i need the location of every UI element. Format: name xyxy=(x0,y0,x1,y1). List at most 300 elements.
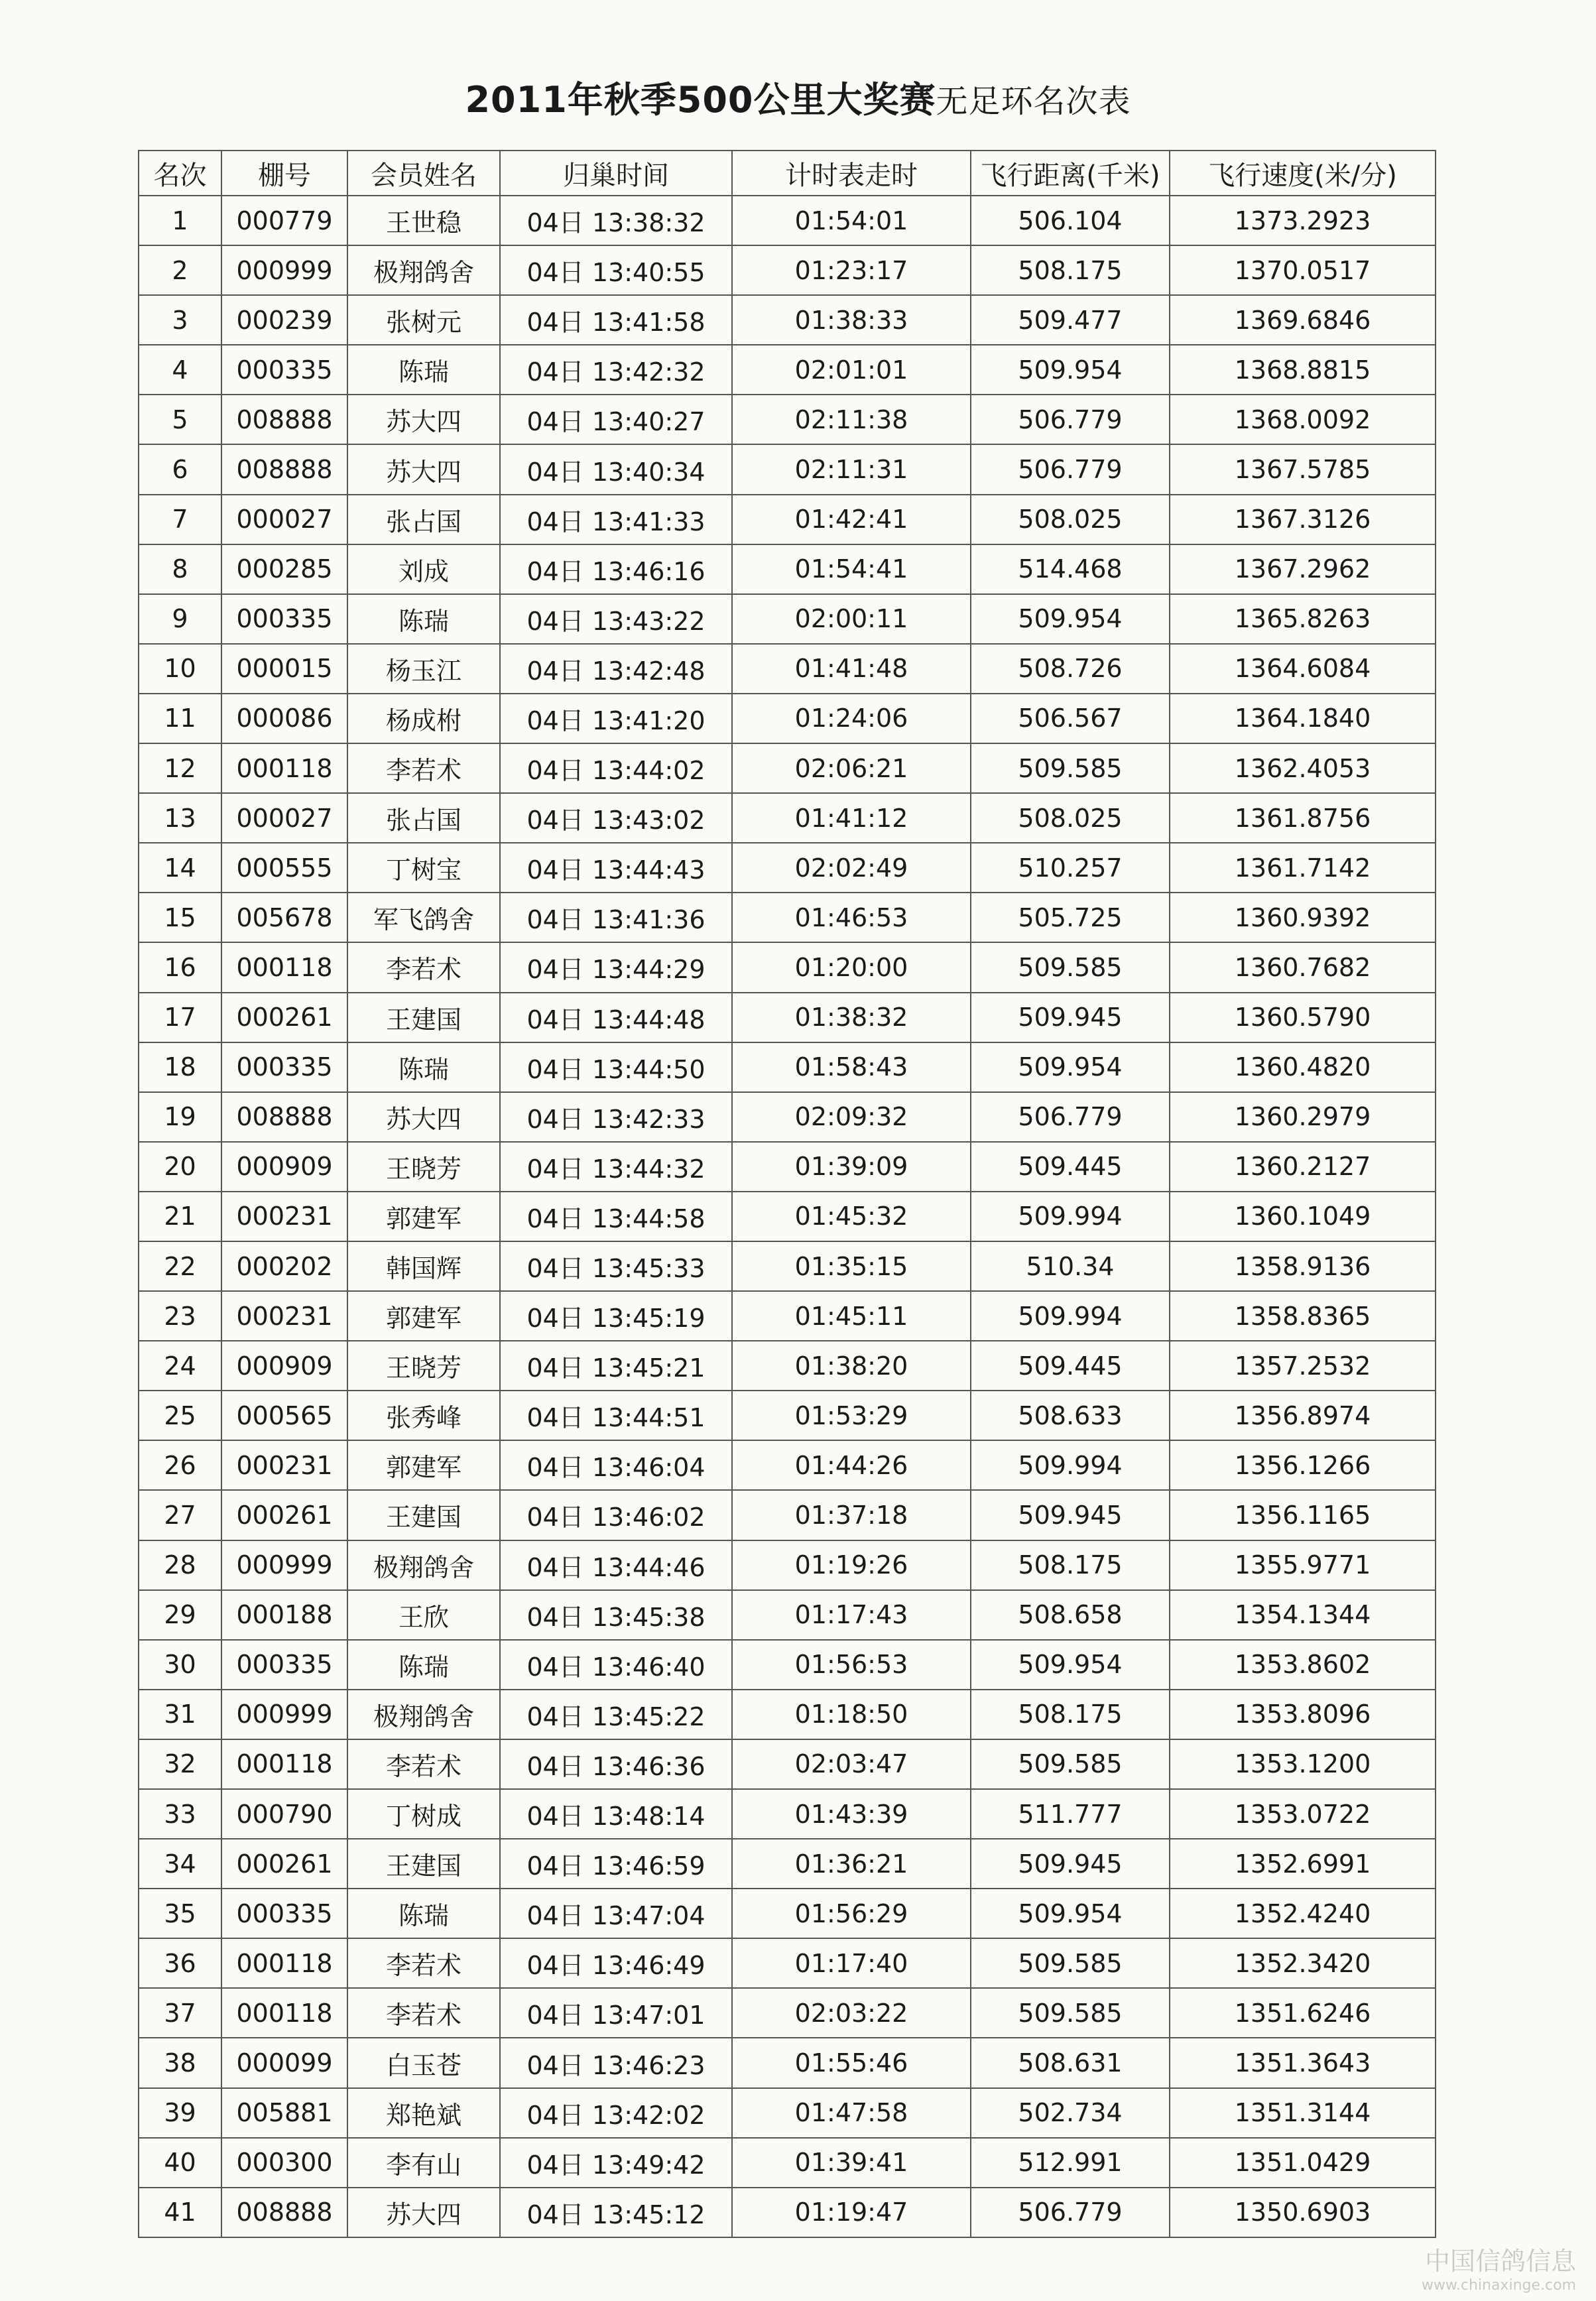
cell-arrival: 04日 13:42:02 xyxy=(500,2088,732,2138)
cell-distance: 509.994 xyxy=(971,1192,1170,1241)
cell-arrival: 04日 13:42:33 xyxy=(500,1092,732,1142)
cell-loft: 000239 xyxy=(221,295,347,345)
cell-member: 陈瑞 xyxy=(347,1042,500,1092)
cell-clock: 01:38:32 xyxy=(732,993,971,1042)
table-row xyxy=(139,395,1436,444)
cell-clock: 02:02:49 xyxy=(732,843,971,893)
cell-loft: 000118 xyxy=(221,1739,347,1789)
cell-member: 苏大四 xyxy=(347,395,500,444)
cell-distance: 509.585 xyxy=(971,942,1170,992)
cell-speed: 1357.2532 xyxy=(1170,1341,1436,1391)
cell-distance: 509.945 xyxy=(971,993,1170,1042)
cell-arrival: 04日 13:41:33 xyxy=(500,495,732,544)
cell-distance: 509.945 xyxy=(971,1490,1170,1540)
page-title xyxy=(0,72,1596,123)
cell-clock: 02:11:31 xyxy=(732,444,971,494)
cell-loft: 000790 xyxy=(221,1789,347,1839)
header-clock: 计时表走时 xyxy=(732,151,971,196)
cell-rank: 18 xyxy=(139,1042,221,1092)
cell-rank: 9 xyxy=(139,594,221,644)
cell-rank: 27 xyxy=(139,1490,221,1540)
cell-clock: 02:09:32 xyxy=(732,1092,971,1142)
cell-clock: 01:24:06 xyxy=(732,694,971,743)
cell-arrival: 04日 13:44:02 xyxy=(500,743,732,793)
cell-member: 丁树成 xyxy=(347,1789,500,1839)
header-member: 会员姓名 xyxy=(347,151,500,196)
cell-arrival: 04日 13:42:48 xyxy=(500,644,732,694)
cell-distance: 509.585 xyxy=(971,1739,1170,1789)
cell-clock: 01:46:53 xyxy=(732,893,971,942)
table-row xyxy=(139,694,1436,743)
cell-loft: 000285 xyxy=(221,544,347,594)
cell-speed: 1350.6903 xyxy=(1170,2188,1436,2237)
table-row xyxy=(139,843,1436,893)
cell-member: 苏大四 xyxy=(347,444,500,494)
cell-clock: 01:55:46 xyxy=(732,2038,971,2087)
cell-member: 丁树宝 xyxy=(347,843,500,893)
title-main: 2011年秋季500公里大奖赛 xyxy=(465,79,936,121)
table-row xyxy=(139,1789,1436,1839)
cell-distance: 508.726 xyxy=(971,644,1170,694)
header-loft: 棚号 xyxy=(221,151,347,196)
cell-distance: 509.954 xyxy=(971,594,1170,644)
watermark xyxy=(1422,2247,1576,2294)
cell-member: 极翔鸽舍 xyxy=(347,1690,500,1739)
cell-distance: 509.954 xyxy=(971,1042,1170,1092)
table-row xyxy=(139,743,1436,793)
cell-clock: 01:37:18 xyxy=(732,1490,971,1540)
table-row xyxy=(139,793,1436,843)
table-row xyxy=(139,1938,1436,1988)
cell-loft: 000335 xyxy=(221,345,347,395)
cell-member: 李若术 xyxy=(347,743,500,793)
cell-member: 极翔鸽舍 xyxy=(347,1540,500,1590)
cell-arrival: 04日 13:41:20 xyxy=(500,694,732,743)
header-rank: 名次 xyxy=(139,151,221,196)
cell-clock: 02:03:47 xyxy=(732,1739,971,1789)
cell-distance: 506.779 xyxy=(971,2188,1170,2237)
cell-rank: 2 xyxy=(139,245,221,295)
cell-clock: 02:01:01 xyxy=(732,345,971,395)
cell-member: 陈瑞 xyxy=(347,345,500,395)
cell-arrival: 04日 13:44:32 xyxy=(500,1142,732,1192)
cell-loft: 000335 xyxy=(221,1889,347,1938)
cell-distance: 509.954 xyxy=(971,1889,1170,1938)
cell-arrival: 04日 13:46:16 xyxy=(500,544,732,594)
cell-clock: 01:45:32 xyxy=(732,1192,971,1241)
table-row xyxy=(139,893,1436,942)
cell-member: 陈瑞 xyxy=(347,594,500,644)
table-row xyxy=(139,495,1436,544)
cell-speed: 1358.9136 xyxy=(1170,1241,1436,1291)
cell-distance: 506.779 xyxy=(971,1092,1170,1142)
cell-arrival: 04日 13:40:27 xyxy=(500,395,732,444)
cell-loft: 000565 xyxy=(221,1391,347,1440)
cell-distance: 510.257 xyxy=(971,843,1170,893)
table-row xyxy=(139,1391,1436,1440)
table-row xyxy=(139,2138,1436,2188)
cell-rank: 7 xyxy=(139,495,221,544)
cell-speed: 1356.1266 xyxy=(1170,1440,1436,1490)
table-row xyxy=(139,2188,1436,2237)
table-row xyxy=(139,245,1436,295)
cell-rank: 4 xyxy=(139,345,221,395)
table-row xyxy=(139,1690,1436,1739)
cell-loft: 000261 xyxy=(221,993,347,1042)
cell-loft: 000261 xyxy=(221,1839,347,1889)
cell-loft: 000555 xyxy=(221,843,347,893)
cell-speed: 1351.3643 xyxy=(1170,2038,1436,2087)
cell-loft: 000015 xyxy=(221,644,347,694)
cell-distance: 508.175 xyxy=(971,245,1170,295)
cell-rank: 32 xyxy=(139,1739,221,1789)
cell-loft: 000999 xyxy=(221,245,347,295)
cell-clock: 01:45:11 xyxy=(732,1291,971,1341)
cell-member: 张占国 xyxy=(347,495,500,544)
cell-rank: 31 xyxy=(139,1690,221,1739)
cell-distance: 509.994 xyxy=(971,1440,1170,1490)
cell-rank: 3 xyxy=(139,295,221,345)
cell-clock: 02:11:38 xyxy=(732,395,971,444)
table-row xyxy=(139,345,1436,395)
cell-loft: 000202 xyxy=(221,1241,347,1291)
table-row xyxy=(139,1192,1436,1241)
cell-rank: 8 xyxy=(139,544,221,594)
watermark-url: www.chinaxinge.com xyxy=(1421,2276,1576,2294)
cell-clock: 01:38:20 xyxy=(732,1341,971,1391)
table-row xyxy=(139,1341,1436,1391)
cell-speed: 1367.2962 xyxy=(1170,544,1436,594)
cell-arrival: 04日 13:46:04 xyxy=(500,1440,732,1490)
cell-rank: 24 xyxy=(139,1341,221,1391)
cell-member: 张秀峰 xyxy=(347,1391,500,1440)
cell-speed: 1368.8815 xyxy=(1170,345,1436,395)
cell-arrival: 04日 13:46:49 xyxy=(500,1938,732,1988)
cell-loft: 000231 xyxy=(221,1291,347,1341)
header-speed: 飞行速度(米/分) xyxy=(1170,151,1436,196)
cell-speed: 1370.0517 xyxy=(1170,245,1436,295)
cell-arrival: 04日 13:46:59 xyxy=(500,1839,732,1889)
cell-rank: 25 xyxy=(139,1391,221,1440)
cell-member: 韩国辉 xyxy=(347,1241,500,1291)
cell-arrival: 04日 13:40:34 xyxy=(500,444,732,494)
cell-loft: 000118 xyxy=(221,1938,347,1988)
cell-distance: 506.779 xyxy=(971,395,1170,444)
cell-arrival: 04日 13:47:01 xyxy=(500,1988,732,2038)
cell-loft: 000909 xyxy=(221,1341,347,1391)
cell-clock: 01:41:48 xyxy=(732,644,971,694)
table-row xyxy=(139,196,1436,245)
table-row xyxy=(139,544,1436,594)
cell-clock: 01:53:29 xyxy=(732,1391,971,1440)
cell-clock: 01:42:41 xyxy=(732,495,971,544)
cell-clock: 02:03:22 xyxy=(732,1988,971,2038)
cell-clock: 01:23:17 xyxy=(732,245,971,295)
cell-rank: 10 xyxy=(139,644,221,694)
cell-member: 刘成 xyxy=(347,544,500,594)
cell-speed: 1368.0092 xyxy=(1170,395,1436,444)
cell-speed: 1358.8365 xyxy=(1170,1291,1436,1341)
cell-distance: 508.631 xyxy=(971,2038,1170,2087)
cell-member: 杨成柎 xyxy=(347,694,500,743)
cell-member: 王晓芳 xyxy=(347,1142,500,1192)
table-row xyxy=(139,1839,1436,1889)
cell-loft: 000335 xyxy=(221,1042,347,1092)
cell-rank: 36 xyxy=(139,1938,221,1988)
cell-loft: 000909 xyxy=(221,1142,347,1192)
table-row xyxy=(139,1142,1436,1192)
cell-rank: 23 xyxy=(139,1291,221,1341)
cell-arrival: 04日 13:43:22 xyxy=(500,594,732,644)
cell-loft: 000779 xyxy=(221,196,347,245)
cell-loft: 008888 xyxy=(221,395,347,444)
cell-arrival: 04日 13:41:58 xyxy=(500,295,732,345)
cell-loft: 008888 xyxy=(221,1092,347,1142)
table-row xyxy=(139,1440,1436,1490)
cell-distance: 509.585 xyxy=(971,1988,1170,2038)
table-row xyxy=(139,942,1436,992)
cell-loft: 000027 xyxy=(221,793,347,843)
table-row xyxy=(139,1291,1436,1341)
cell-member: 王建国 xyxy=(347,1490,500,1540)
cell-clock: 01:39:41 xyxy=(732,2138,971,2188)
cell-member: 苏大四 xyxy=(347,1092,500,1142)
cell-distance: 506.779 xyxy=(971,444,1170,494)
cell-member: 军飞鸽舍 xyxy=(347,893,500,942)
cell-member: 苏大四 xyxy=(347,2188,500,2237)
cell-rank: 11 xyxy=(139,694,221,743)
cell-arrival: 04日 13:45:38 xyxy=(500,1590,732,1640)
cell-distance: 505.725 xyxy=(971,893,1170,942)
cell-rank: 22 xyxy=(139,1241,221,1291)
cell-clock: 01:56:29 xyxy=(732,1889,971,1938)
cell-clock: 01:56:53 xyxy=(732,1640,971,1690)
cell-speed: 1353.0722 xyxy=(1170,1789,1436,1839)
cell-distance: 509.954 xyxy=(971,1640,1170,1690)
cell-distance: 509.585 xyxy=(971,1938,1170,1988)
cell-member: 郑艳斌 xyxy=(347,2088,500,2138)
cell-member: 李若术 xyxy=(347,1739,500,1789)
cell-loft: 000118 xyxy=(221,743,347,793)
cell-rank: 39 xyxy=(139,2088,221,2138)
cell-arrival: 04日 13:46:36 xyxy=(500,1739,732,1789)
cell-speed: 1364.1840 xyxy=(1170,694,1436,743)
cell-clock: 01:44:26 xyxy=(732,1440,971,1490)
cell-speed: 1361.7142 xyxy=(1170,843,1436,893)
cell-loft: 008888 xyxy=(221,2188,347,2237)
cell-member: 李若术 xyxy=(347,942,500,992)
cell-clock: 01:39:09 xyxy=(732,1142,971,1192)
cell-loft: 000261 xyxy=(221,1490,347,1540)
cell-arrival: 04日 13:49:42 xyxy=(500,2138,732,2188)
cell-loft: 000188 xyxy=(221,1590,347,1640)
cell-rank: 17 xyxy=(139,993,221,1042)
cell-speed: 1352.3420 xyxy=(1170,1938,1436,1988)
cell-distance: 508.025 xyxy=(971,495,1170,544)
cell-distance: 514.468 xyxy=(971,544,1170,594)
cell-clock: 01:58:43 xyxy=(732,1042,971,1092)
cell-speed: 1373.2923 xyxy=(1170,196,1436,245)
cell-loft: 000086 xyxy=(221,694,347,743)
cell-member: 张占国 xyxy=(347,793,500,843)
cell-speed: 1360.7682 xyxy=(1170,942,1436,992)
cell-speed: 1352.6991 xyxy=(1170,1839,1436,1889)
cell-member: 郭建军 xyxy=(347,1440,500,1490)
cell-rank: 26 xyxy=(139,1440,221,1490)
cell-arrival: 04日 13:45:12 xyxy=(500,2188,732,2237)
cell-rank: 33 xyxy=(139,1789,221,1839)
table-row xyxy=(139,1640,1436,1690)
watermark-text: 中国信鸽信息 xyxy=(1424,2247,1576,2276)
cell-rank: 40 xyxy=(139,2138,221,2188)
table-row xyxy=(139,1042,1436,1092)
cell-member: 王晓芳 xyxy=(347,1341,500,1391)
cell-distance: 508.025 xyxy=(971,793,1170,843)
cell-arrival: 04日 13:48:14 xyxy=(500,1789,732,1839)
cell-member: 王建国 xyxy=(347,993,500,1042)
cell-loft: 000999 xyxy=(221,1540,347,1590)
cell-arrival: 04日 13:46:23 xyxy=(500,2038,732,2087)
cell-member: 王欣 xyxy=(347,1590,500,1640)
cell-distance: 509.445 xyxy=(971,1142,1170,1192)
cell-arrival: 04日 13:44:46 xyxy=(500,1540,732,1590)
cell-distance: 502.734 xyxy=(971,2088,1170,2138)
cell-rank: 6 xyxy=(139,444,221,494)
cell-arrival: 04日 13:43:02 xyxy=(500,793,732,843)
cell-loft: 000099 xyxy=(221,2038,347,2087)
cell-speed: 1353.8096 xyxy=(1170,1690,1436,1739)
table-row xyxy=(139,1988,1436,2038)
cell-clock: 02:06:21 xyxy=(732,743,971,793)
cell-rank: 29 xyxy=(139,1590,221,1640)
cell-distance: 506.104 xyxy=(971,196,1170,245)
cell-loft: 008888 xyxy=(221,444,347,494)
cell-arrival: 04日 13:44:48 xyxy=(500,993,732,1042)
cell-clock: 01:17:40 xyxy=(732,1938,971,1988)
cell-member: 白玉苍 xyxy=(347,2038,500,2087)
cell-speed: 1360.5790 xyxy=(1170,993,1436,1042)
table-row xyxy=(139,1889,1436,1938)
cell-rank: 1 xyxy=(139,196,221,245)
cell-speed: 1354.1344 xyxy=(1170,1590,1436,1640)
cell-clock: 01:47:58 xyxy=(732,2088,971,2138)
cell-member: 郭建军 xyxy=(347,1291,500,1341)
cell-speed: 1364.6084 xyxy=(1170,644,1436,694)
cell-rank: 15 xyxy=(139,893,221,942)
cell-arrival: 04日 13:44:43 xyxy=(500,843,732,893)
cell-member: 郭建军 xyxy=(347,1192,500,1241)
results-table xyxy=(138,150,1436,2238)
cell-arrival: 04日 13:46:40 xyxy=(500,1640,732,1690)
cell-speed: 1353.8602 xyxy=(1170,1640,1436,1690)
cell-clock: 01:36:21 xyxy=(732,1839,971,1889)
cell-distance: 509.585 xyxy=(971,743,1170,793)
table-row xyxy=(139,1490,1436,1540)
cell-speed: 1360.4820 xyxy=(1170,1042,1436,1092)
table-row xyxy=(139,644,1436,694)
cell-distance: 509.954 xyxy=(971,345,1170,395)
cell-arrival: 04日 13:47:04 xyxy=(500,1889,732,1938)
cell-speed: 1360.9392 xyxy=(1170,893,1436,942)
cell-speed: 1356.1165 xyxy=(1170,1490,1436,1540)
cell-arrival: 04日 13:44:50 xyxy=(500,1042,732,1092)
cell-loft: 000335 xyxy=(221,1640,347,1690)
cell-rank: 30 xyxy=(139,1640,221,1690)
cell-speed: 1360.2127 xyxy=(1170,1142,1436,1192)
cell-speed: 1355.9771 xyxy=(1170,1540,1436,1590)
cell-speed: 1369.6846 xyxy=(1170,295,1436,345)
cell-clock: 02:00:11 xyxy=(732,594,971,644)
cell-clock: 01:54:41 xyxy=(732,544,971,594)
cell-arrival: 04日 13:42:32 xyxy=(500,345,732,395)
table-row xyxy=(139,444,1436,494)
cell-speed: 1362.4053 xyxy=(1170,743,1436,793)
cell-arrival: 04日 13:44:29 xyxy=(500,942,732,992)
header-arrival: 归巢时间 xyxy=(500,151,732,196)
cell-rank: 5 xyxy=(139,395,221,444)
cell-member: 极翔鸽舍 xyxy=(347,245,500,295)
table-row xyxy=(139,993,1436,1042)
cell-distance: 508.658 xyxy=(971,1590,1170,1640)
table-row xyxy=(139,594,1436,644)
cell-loft: 000335 xyxy=(221,594,347,644)
cell-clock: 01:54:01 xyxy=(732,196,971,245)
cell-loft: 000300 xyxy=(221,2138,347,2188)
cell-speed: 1351.3144 xyxy=(1170,2088,1436,2138)
cell-distance: 506.567 xyxy=(971,694,1170,743)
cell-rank: 41 xyxy=(139,2188,221,2237)
cell-speed: 1361.8756 xyxy=(1170,793,1436,843)
cell-distance: 509.445 xyxy=(971,1341,1170,1391)
cell-loft: 000999 xyxy=(221,1690,347,1739)
cell-loft: 005881 xyxy=(221,2088,347,2138)
cell-arrival: 04日 13:45:33 xyxy=(500,1241,732,1291)
cell-arrival: 04日 13:38:32 xyxy=(500,196,732,245)
cell-distance: 509.477 xyxy=(971,295,1170,345)
cell-clock: 01:17:43 xyxy=(732,1590,971,1640)
cell-rank: 12 xyxy=(139,743,221,793)
header-row xyxy=(139,151,1436,196)
cell-rank: 28 xyxy=(139,1540,221,1590)
cell-member: 王世稳 xyxy=(347,196,500,245)
cell-loft: 000118 xyxy=(221,1988,347,2038)
cell-rank: 37 xyxy=(139,1988,221,2038)
cell-clock: 01:41:12 xyxy=(732,793,971,843)
cell-clock: 01:19:26 xyxy=(732,1540,971,1590)
cell-arrival: 04日 13:44:51 xyxy=(500,1391,732,1440)
cell-distance: 510.34 xyxy=(971,1241,1170,1291)
cell-clock: 01:38:33 xyxy=(732,295,971,345)
cell-member: 张树元 xyxy=(347,295,500,345)
cell-member: 陈瑞 xyxy=(347,1889,500,1938)
cell-rank: 20 xyxy=(139,1142,221,1192)
cell-speed: 1356.8974 xyxy=(1170,1391,1436,1440)
cell-rank: 34 xyxy=(139,1839,221,1889)
cell-member: 杨玉江 xyxy=(347,644,500,694)
table-row xyxy=(139,295,1436,345)
cell-speed: 1360.1049 xyxy=(1170,1192,1436,1241)
cell-speed: 1351.0429 xyxy=(1170,2138,1436,2188)
cell-rank: 13 xyxy=(139,793,221,843)
cell-distance: 509.945 xyxy=(971,1839,1170,1889)
cell-speed: 1367.3126 xyxy=(1170,495,1436,544)
header-distance: 飞行距离(千米) xyxy=(971,151,1170,196)
cell-member: 王建国 xyxy=(347,1839,500,1889)
cell-arrival: 04日 13:45:22 xyxy=(500,1690,732,1739)
cell-speed: 1351.6246 xyxy=(1170,1988,1436,2038)
cell-member: 李若术 xyxy=(347,1938,500,1988)
cell-arrival: 04日 13:44:58 xyxy=(500,1192,732,1241)
